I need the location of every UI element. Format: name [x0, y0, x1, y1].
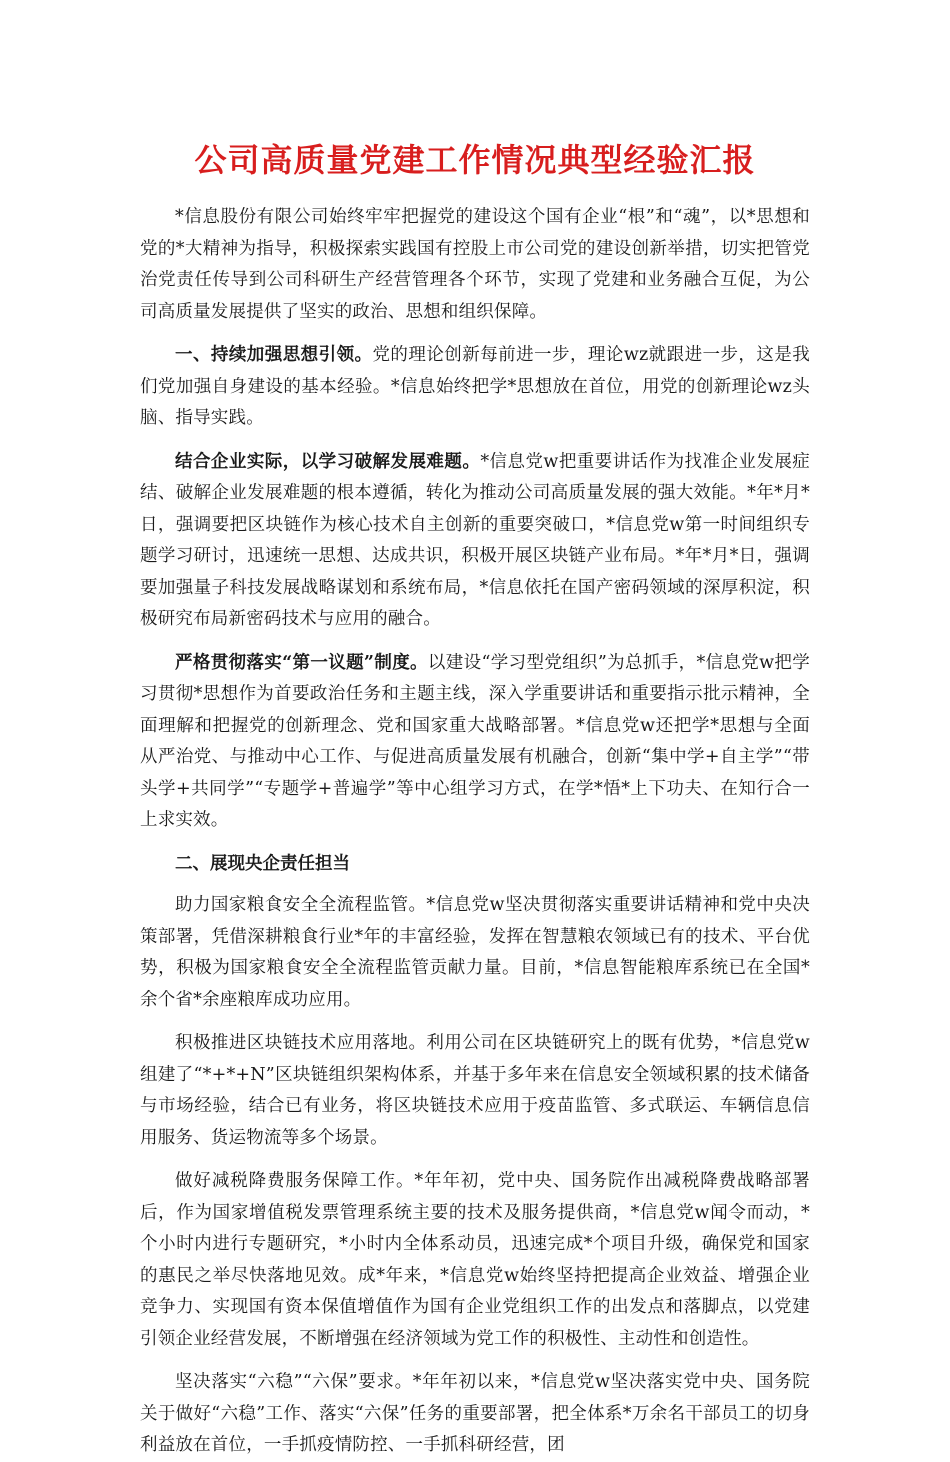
section2-heading: 二、展现央企责任担当 [175, 853, 350, 874]
section1-paragraph-1 [140, 447, 810, 636]
section1-p1-body: *信息党w把重要讲话作为找准企业发展症结、破解企业发展难题的根本遵循，转化为推动公司高质量发展的强大效能。*年*月*日，强调要把区块链作为核心技术自主创新的重要突破口，*信息党w第一时间组织专题学习研讨，迅速统一思想、达成共识，积极开展区块链产业布局。*年*月*日，强调要加强量子科技发展战略谋划和系统布局，*信息依托在国产密码领域的深厚积淀，积极研究布局新密码技术与应用的融合。 [140, 451, 811, 629]
section1-paragraph-2 [140, 648, 810, 837]
section2-paragraph-4: 坚决落实“六稳”“六保”要求。*年年初以来，*信息党w坚决落实党中央、国务院关于做好“六稳”工作、落实“六保”任务的重要部署，把全体系*万余名干部员工的切身利益放在首位，一手抓疫情防控、一手抓科研经营，团 [140, 1372, 810, 1455]
section2-paragraph-3: 做好减税降费服务保障工作。*年年初，党中央、国务院作出减税降费战略部署后，作为国家增值税发票管理系统主要的技术及服务提供商，*信息党w闻令而动，*个小时内进行专题研究，*小时内全体系动员，迅速完成*个项目升级，确保党和国家的惠民之举尽快落地见效。成*年来，*信息党w始终坚持把提高企业效益、增强企业竞争力、实现国有资本保值增值作为国有企业党组织工作的出发点和落脚点，以党建引领企业经营发展，不断增强在经济领域为党工作的积极性、主动性和创造性。 [140, 1171, 810, 1349]
section1-intro-paragraph [140, 340, 810, 435]
section1-p2-body: 以建设“学习型党组织”为总抓手，*信息党w把学习贯彻*思想作为首要政治任务和主题主线，深入学重要讲话和重要指示批示精神，全面理解和把握党的创新理念、党和国家重大战略部署。*信息党w还把学*思想与全面从严治党、与推动中心工作、与促进高质量发展有机融合，创新“集中学+自主学”“带头学+共同学”“专题学+普遍学”等中心组学习方式，在学*悟*上下功夫、在知行合一上求实效。 [140, 652, 810, 830]
section1-p1-lead: 结合企业实际，以学习破解发展难题。 [175, 451, 481, 472]
section1-heading: 一、持续加强思想引领。 [175, 345, 373, 365]
intro-paragraph: *信息股份有限公司始终牢牢把握党的建设这个国有企业“根”和“魂”，以*思想和党的*大精神为指导，积极探索实践国有控股上市公司党的建设创新举措，切实把管党治党责任传导到公司科研生产经营管理各个环节，实现了党建和业务融合互促，为公司高质量发展提供了坚实的政治、思想和组织保障。 [140, 207, 810, 322]
document-title: 公司高质量党建工作情况典型经验汇报 [194, 141, 756, 179]
section1-body: 党的理论创新每前进一步，理论wz就跟进一步，这是我们党加强自身建设的基本经验。*信息始终把学*思想放在首位，用党的创新理论wz头脑、指导实践。 [140, 345, 810, 428]
section2-paragraph-1: 助力国家粮食安全全流程监管。*信息党w坚决贯彻落实重要讲话精神和党中央决策部署，凭借深耕粮食行业*年的丰富经验，发挥在智慧粮农领域已有的技术、平台优势，积极为国家粮食安全全流程监管贡献力量。目前，*信息智能粮库系统已在全国*余个省*余座粮库成功应用。 [140, 895, 810, 1010]
section1-p2-lead: 严格贯彻落实“第一议题”制度。 [175, 652, 428, 673]
section2-paragraph-2: 积极推进区块链技术应用落地。利用公司在区块链研究上的既有优势，*信息党w组建了“*+*+N”区块链组织架构体系，并基于多年来在信息安全领域积累的技术储备与市场经验，结合已有业务，将区块链技术应用于疫苗监管、多式联运、车辆信息信用服务、货运物流等多个场景。 [140, 1033, 810, 1148]
